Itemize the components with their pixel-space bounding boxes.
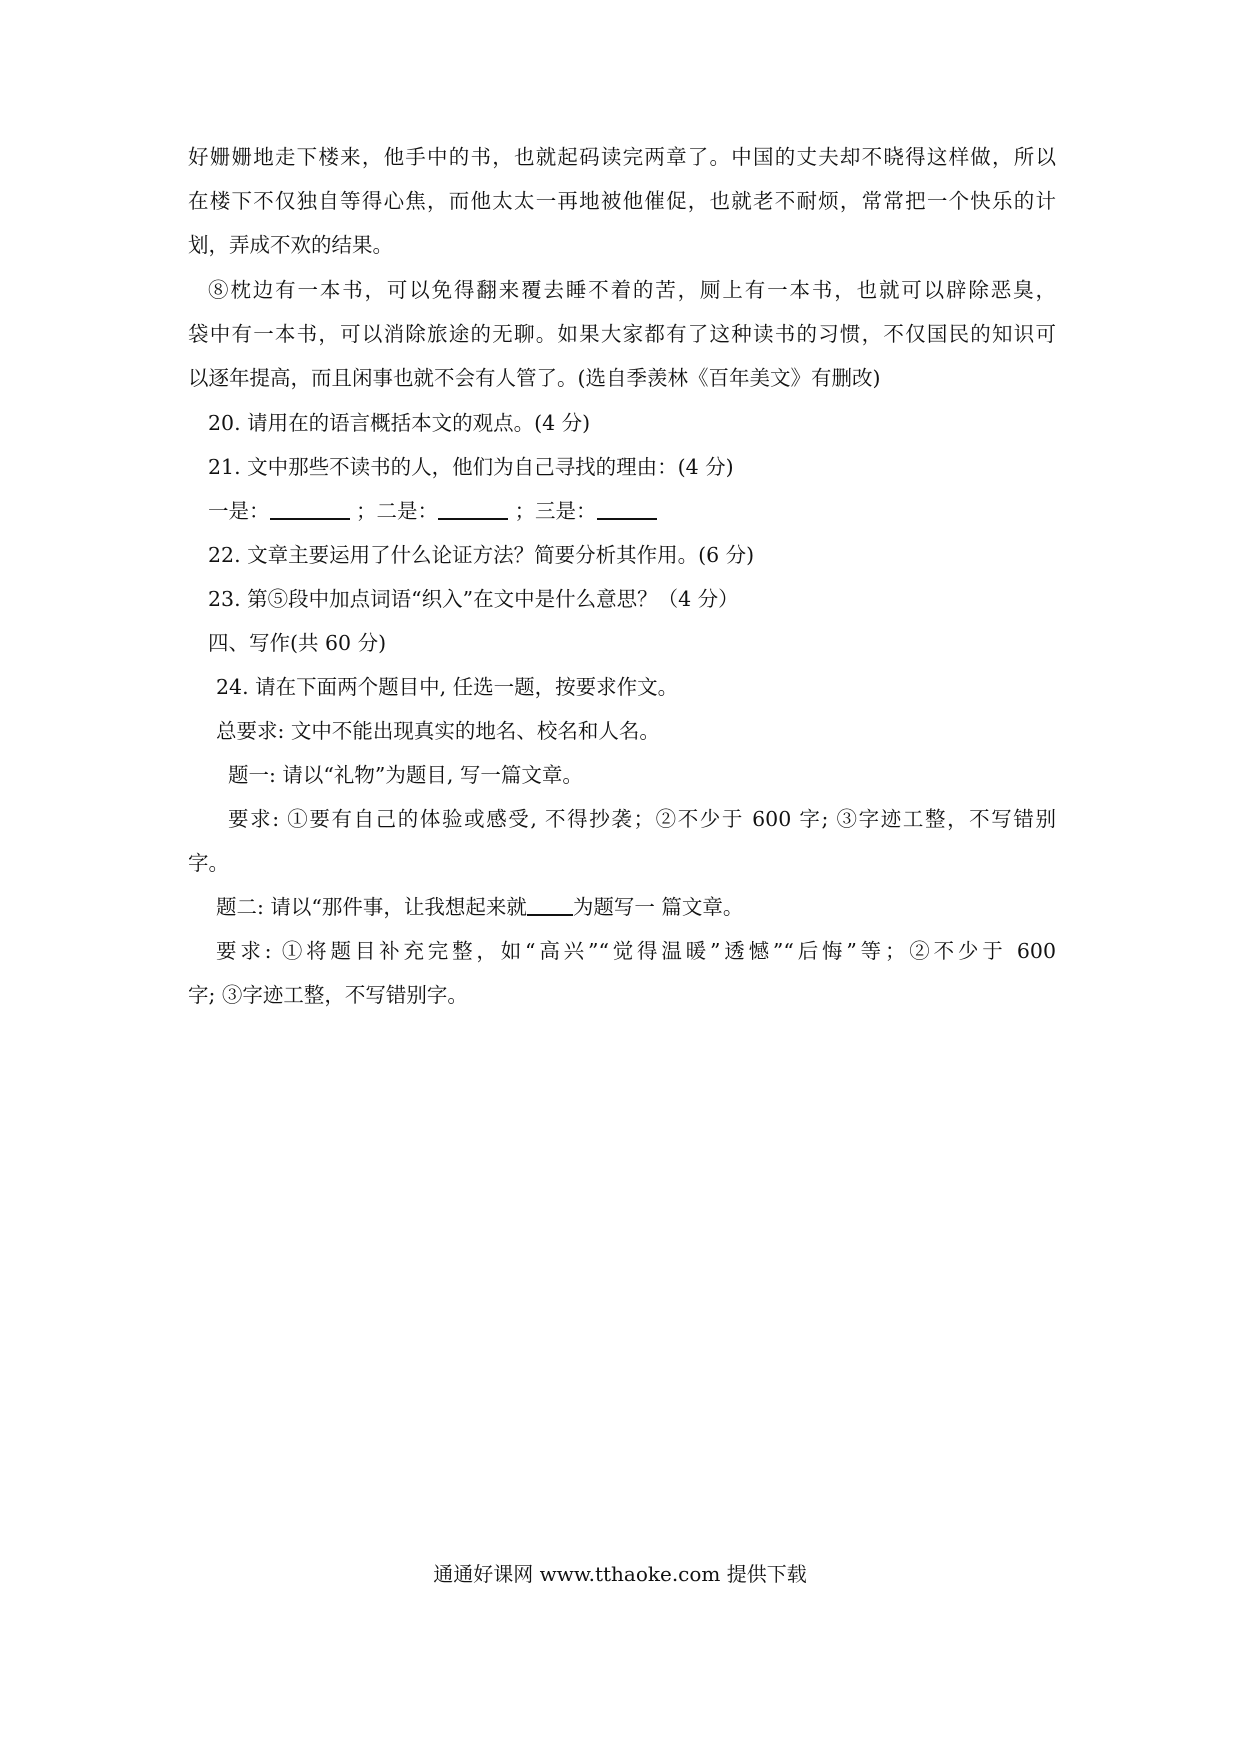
- answer-two-label: ；二是：: [356, 499, 439, 523]
- question-23: 23. 第⑤段中加点词语“织入”在文中是什么意思？（4 分）: [208, 587, 739, 611]
- topic-one-requirement-line-1: 要求: ①要有自己的体验或感受, 不得抄袭；②不少于 600 字; ③字迹工整，不写错别: [228, 807, 1056, 831]
- writing-section-title: 四、写作(共 60 分): [208, 631, 387, 655]
- paragraph-7-line-2: 在楼下不仅独自等得心焦，而他太太一再地被他催促，也就老不耐烦，常常把一个快乐的计: [188, 189, 1056, 213]
- question-21: 21. 文中那些不读书的人，他们为自己寻找的理由：(4 分): [208, 455, 734, 479]
- topic-one: 题一: 请以“礼物”为题目, 写一篇文章。: [228, 763, 583, 787]
- paragraph-8-line-1: ⑧枕边有一本书，可以免得翻来覆去睡不着的苦，厕上有一本书，也就可以辟除恶臭，: [208, 278, 1056, 302]
- answer-three-label: ；三是：: [514, 499, 597, 523]
- question-21-answer-line: [208, 497, 1076, 525]
- topic-two-prefix: 题二: 请以“那件事，让我想起来就: [216, 895, 527, 919]
- topic-two-requirement-line-1: 要求: ①将题目补充完整，如“高兴”“觉得温暖”透憾”“后悔”等；②不少于 600: [216, 939, 1056, 963]
- question-22: 22. 文章主要运用了什么论证方法？简要分析其作用。(6 分): [208, 543, 755, 567]
- paragraph-7-line-1: 好姗姗地走下楼来，他手中的书，也就起码读完两章了。中国的丈夫却不晓得这样做，所以: [188, 145, 1056, 169]
- topic-two-requirement-line-2: 字; ③字迹工整，不写错别字。: [188, 983, 468, 1007]
- answer-one-label: 一是：: [208, 499, 270, 523]
- page-footer: 通通好课网 www.tthaoke.com 提供下载: [433, 1562, 807, 1586]
- answer-one-blank[interactable]: [270, 498, 350, 520]
- answer-two-blank[interactable]: [438, 498, 508, 520]
- question-20: 20. 请用在的语言概括本文的观点。(4 分): [208, 411, 591, 435]
- answer-three-blank[interactable]: [597, 498, 657, 520]
- topic-one-requirement-line-2: 字。: [188, 851, 229, 875]
- general-requirement: 总要求: 文中不能出现真实的地名、校名和人名。: [216, 719, 660, 743]
- topic-two: [216, 893, 1084, 921]
- question-24: 24. 请在下面两个题目中, 任选一题，按要求作文。: [216, 675, 679, 699]
- topic-two-suffix: 为题写一 篇文章。: [572, 895, 744, 919]
- paragraph-7-line-3: 划，弄成不欢的结果。: [188, 233, 393, 257]
- paragraph-8-line-2: 袋中有一本书，可以消除旅途的无聊。如果大家都有了这种读书的习惯，不仅国民的知识可: [188, 322, 1056, 346]
- topic-two-blank[interactable]: [527, 894, 573, 916]
- paragraph-8-line-3: 以逐年提高，而且闲事也就不会有人管了。(选自季羡林《百年美文》有删改): [188, 366, 881, 390]
